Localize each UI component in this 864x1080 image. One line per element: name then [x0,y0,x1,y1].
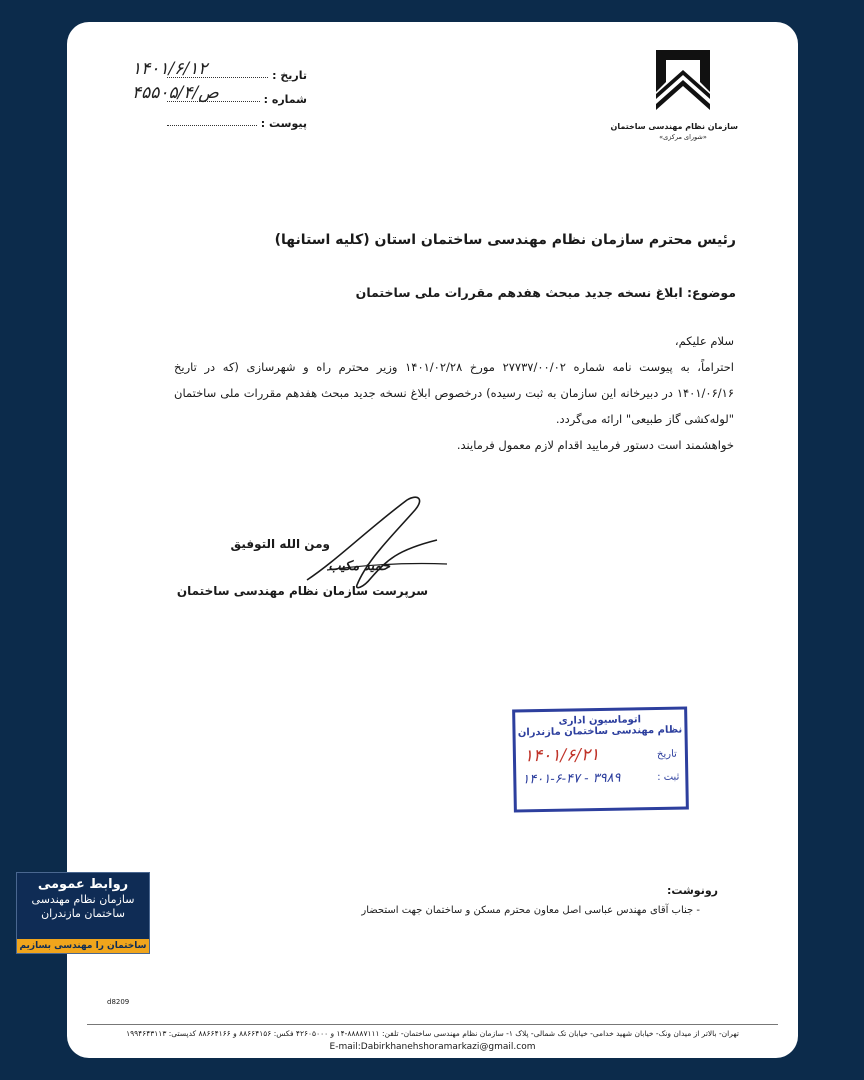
date-value: ۱۴۰۱/۶/۱۲ [132,59,208,79]
badge-line1: روابط عمومی [37,877,129,892]
letter-page [67,22,798,1058]
subject-line: موضوع: ابلاغ نسخه جدید مبحث هفدهم مقررات ملی ساختمان [355,285,736,300]
cc-heading: رونوشت: [666,884,718,897]
letter-footer [87,1024,778,1052]
stamp-reg-value: ۱۴۰۱-۶-۴۷ - ۳۹۸۹ [522,770,621,788]
logo-org-name: سازمان نظام مهندسی ساختمان [610,122,738,131]
attachment-row [167,106,307,130]
greeting: سلام علیکم، [674,334,734,348]
closing-phrase: ومن الله التوفیق [230,537,330,551]
attachment-label: پیوست : [260,117,307,130]
document-code: d8209 [107,998,130,1006]
stamp-line1: اتوماسیون اداری [558,714,642,727]
logo-subtitle: «شورای مرکزی» [659,133,707,141]
badge-line2: سازمان نظام مهندسی [31,893,135,906]
number-row [132,82,307,106]
house-logo-icon [652,46,714,118]
date-label: تاریخ : [272,69,307,82]
stamp-date-label: تاریخ [656,748,678,760]
stamp-date-value: ۱۴۰۱/۶/۲۱ [523,745,600,767]
carbon-copy [361,884,718,916]
letter-meta [132,58,307,130]
letter-body [174,328,734,458]
organization-logo [610,46,738,141]
stamp-line2: نظام مهندسی ساختمان مازندران [517,724,683,739]
badge-line3: ساختمان مازندران [41,907,125,920]
footer-email: E-mail:Dabirkhanehshoramarkazi@gmail.com [329,1042,536,1052]
body-paragraph: احتراماً، به پیوست نامه شماره ۲۷۷۳۷/۰۰/۰۲ مورخ ۱۴۰۱/۰۲/۲۸ وزیر محترم راه و شهرسازی (که در تاریخ ۱۴۰۱/۰۶/۱۶ در دبیرخانه این سازمان به ثبت رسیده) درخصوص ابلاغ نسخه جدید مبحث هفدهم مقررات ملی ساختمان "لوله‌کشی گاز طبیعی" ارائه می‌گردد. [174,360,734,426]
recipient: رئیس محترم سازمان نظام مهندسی ساختمان استان (کلیه استانها) [274,232,736,248]
stamp-reg-label: ثبت : [657,771,680,784]
signature-block [170,537,430,598]
date-row [132,58,307,82]
cc-item: - جناب آقای مهندس عباسی اصل معاون محترم مسکن و ساختمان جهت استحضار [361,905,700,916]
number-value: ۴۵۵۰۵/ص/۴ [132,83,219,103]
registration-stamp [512,706,689,812]
number-label: شماره : [263,93,307,106]
signer-name: حمید مکیب [328,559,390,574]
watermark-badge [16,872,150,954]
request-line: خواهشمند است دستور فرمایید اقدام لازم معمول فرمایند. [456,438,734,452]
badge-slogan: ساختمان را مهندسی بسازیم [17,939,149,953]
footer-address: تهران- بالاتر از میدان ونک- خیابان شهید خدامی- خیابان تک شمالی- پلاک ۱- سازمان نظام مهندسی ساختمان- تلفن: ۸۸۸۸۷۱۱۱-۱۴ و ۴۲۶۰۵۰۰۰ فکس: ۸۸۶۶۴۱۵۶ و ۸۸۶۶۴۱۶۶ کدپستی: ۱۹۹۴۶۴۳۱۱۳ [126,1029,739,1038]
signer-title: سرپرست سازمان نظام مهندسی ساختمان [176,584,428,598]
